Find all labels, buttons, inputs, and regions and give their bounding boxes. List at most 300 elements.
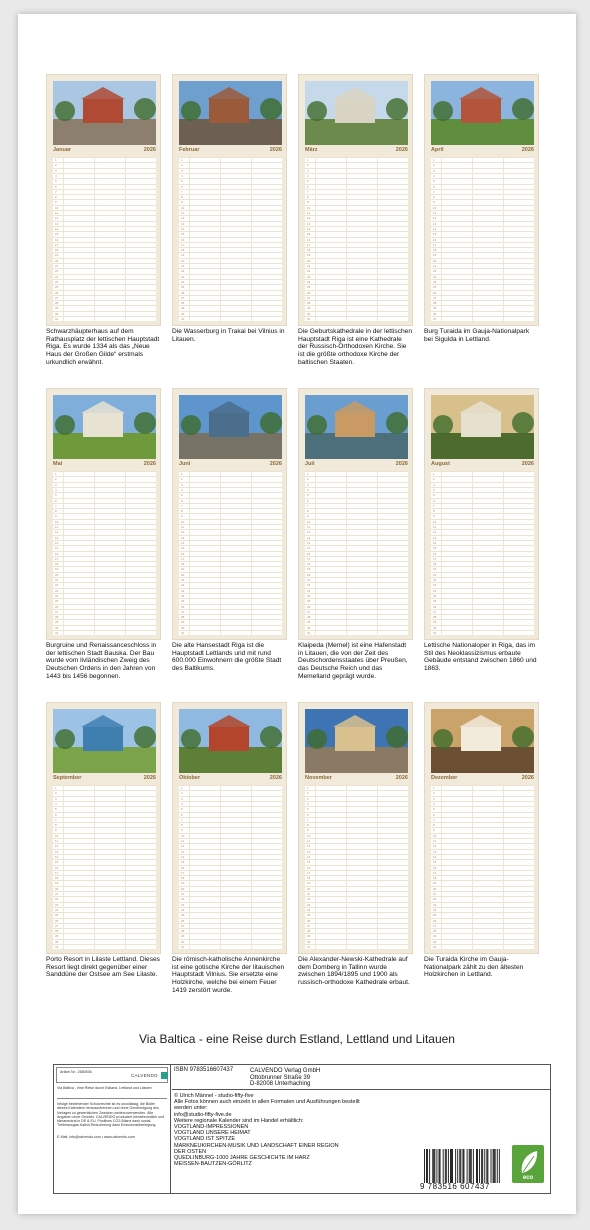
- divider: [172, 1089, 550, 1090]
- day-line: [431, 268, 534, 269]
- day-number: 12: [433, 844, 437, 849]
- landscape-image: [431, 81, 534, 145]
- barcode-bar: [450, 1149, 451, 1183]
- contact-line: E-Mail: info@calvendo.com • www.calvendo.com: [57, 1135, 135, 1139]
- copyright-line: VOGTLAND-IMPRESSIONEN: [174, 1124, 249, 1131]
- month-caption: Burgruine und Renaissanceschloss in der lettischen Stadt Bauska. Der Bau wurde vom livländischen Zweig des Deutschen Ordens in den Jahren von 1443 bis 1456 begonnen.: [46, 642, 157, 680]
- day-line: [53, 812, 156, 813]
- day-number: 17: [307, 870, 311, 875]
- day-line: [179, 833, 282, 834]
- day-number: 24: [55, 593, 59, 598]
- day-number: 26: [307, 290, 311, 295]
- planner-column-divider: [472, 471, 473, 635]
- day-line: [179, 566, 282, 567]
- day-number: 30: [181, 625, 185, 630]
- day-number: 13: [55, 221, 59, 226]
- month-year: 2026: [143, 147, 156, 153]
- day-number: 9: [181, 514, 183, 519]
- day-number: 10: [181, 833, 185, 838]
- day-line: [431, 178, 534, 179]
- day-line: [179, 865, 282, 866]
- day-line: [53, 237, 156, 238]
- day-number: 1: [433, 158, 435, 162]
- day-line: [305, 880, 408, 881]
- day-number: 18: [181, 876, 185, 881]
- day-number: 17: [307, 556, 311, 561]
- day-number: 25: [433, 913, 437, 918]
- day-line: [431, 886, 534, 887]
- copyright-line: DER OSTEN: [174, 1148, 207, 1155]
- month-photo: [179, 395, 282, 459]
- day-number: 12: [55, 844, 59, 849]
- day-number: 24: [433, 593, 437, 598]
- day-line: [431, 801, 534, 802]
- day-number: 6: [55, 498, 57, 503]
- day-number: 15: [433, 232, 437, 237]
- month-photo: [179, 709, 282, 773]
- day-line: [305, 221, 408, 222]
- day-line: [179, 221, 282, 222]
- day-number: 28: [433, 615, 437, 620]
- month-header: [431, 147, 534, 155]
- day-line: [431, 918, 534, 919]
- day-number: 11: [181, 525, 185, 529]
- copyright-line: VOGTLAND UNSERE HEIMAT: [174, 1130, 251, 1137]
- day-line: [305, 205, 408, 206]
- day-number: 7: [433, 189, 435, 194]
- day-line: [305, 258, 408, 259]
- day-line: [179, 551, 282, 552]
- day-line: [179, 854, 282, 855]
- day-line: [431, 891, 534, 892]
- day-number: 3: [307, 168, 309, 173]
- day-number: 9: [433, 200, 435, 205]
- day-number: 8: [55, 509, 57, 514]
- planner-lines: [305, 785, 408, 949]
- day-line: [305, 247, 408, 248]
- day-line: [53, 875, 156, 876]
- day-number: 31: [55, 945, 59, 949]
- day-number: 1: [433, 786, 435, 790]
- landscape-image: [179, 81, 282, 145]
- day-number: 15: [181, 860, 185, 865]
- day-line: [431, 168, 534, 169]
- day-line: [305, 284, 408, 285]
- day-line: [179, 492, 282, 493]
- day-line: [179, 540, 282, 541]
- calendar-title: Via Baltica - eine Reise durch Estland, Lettland und Litauen: [139, 1032, 455, 1046]
- day-number: 6: [55, 812, 57, 817]
- day-number: 21: [307, 578, 311, 582]
- day-line: [431, 221, 534, 222]
- copyright-line: MEISSEN-BAUTZEN-GÖRLITZ: [174, 1161, 252, 1168]
- day-number: 2: [55, 477, 57, 482]
- day-line: [53, 582, 156, 583]
- day-line: [53, 513, 156, 514]
- day-number: 23: [55, 588, 59, 593]
- month-caption: Die Turaida Kirche im Gauja-Nationalpark zählt zu den ältesten Holzkirchen in Lettland.: [424, 956, 524, 979]
- planner-column-divider: [251, 471, 252, 635]
- day-line: [431, 933, 534, 934]
- day-number: 16: [433, 237, 437, 242]
- day-line: [53, 247, 156, 248]
- day-line: [179, 614, 282, 615]
- month-name: März: [305, 147, 318, 153]
- day-line: [431, 529, 534, 530]
- day-line: [179, 290, 282, 291]
- day-number: 18: [181, 562, 185, 567]
- day-number: 24: [433, 907, 437, 912]
- day-line: [53, 157, 156, 158]
- product-line: Via Baltica - eine Reise durch Estland, Lettland und Litauen: [57, 1086, 152, 1090]
- day-number: 20: [55, 572, 59, 577]
- day-number: 9: [307, 200, 309, 205]
- day-number: 28: [307, 301, 311, 306]
- day-number: 12: [433, 530, 437, 535]
- day-number: 11: [181, 839, 185, 843]
- day-number: 15: [433, 546, 437, 551]
- day-number: 11: [307, 525, 311, 529]
- day-line: [179, 535, 282, 536]
- day-number: 15: [307, 546, 311, 551]
- day-line: [53, 184, 156, 185]
- day-line: [179, 598, 282, 599]
- day-line: [179, 498, 282, 499]
- day-line: [431, 311, 534, 312]
- month-header: [431, 461, 534, 469]
- day-number: 26: [55, 290, 59, 295]
- day-number: 13: [307, 221, 311, 226]
- month-year: 2026: [395, 461, 408, 467]
- day-line: [179, 870, 282, 871]
- day-line: [53, 630, 156, 631]
- day-line: [431, 173, 534, 174]
- day-line: [179, 923, 282, 924]
- day-line: [179, 237, 282, 238]
- day-number: 16: [307, 237, 311, 242]
- day-number: 21: [433, 264, 437, 268]
- day-number: 27: [55, 923, 59, 928]
- day-line: [431, 609, 534, 610]
- day-number: 8: [433, 195, 435, 200]
- day-number: 29: [433, 306, 437, 311]
- day-number: 8: [55, 195, 57, 200]
- barcode-bar: [445, 1149, 446, 1183]
- day-line: [305, 519, 408, 520]
- day-line: [431, 210, 534, 211]
- day-line: [431, 572, 534, 573]
- article-number: Artikel Nr.: 2580536: [60, 1070, 92, 1074]
- day-number: 30: [433, 939, 437, 944]
- day-number: 15: [307, 860, 311, 865]
- month-name: Juli: [305, 461, 315, 467]
- day-line: [179, 215, 282, 216]
- day-line: [431, 556, 534, 557]
- day-line: [179, 944, 282, 945]
- planner-column-divider: [94, 785, 95, 949]
- day-number: 24: [433, 279, 437, 284]
- day-line: [53, 492, 156, 493]
- day-number: 3: [181, 796, 183, 801]
- day-number: 4: [433, 801, 435, 806]
- day-line: [431, 822, 534, 823]
- day-number: 9: [433, 514, 435, 519]
- day-line: [179, 162, 282, 163]
- day-line: [179, 231, 282, 232]
- day-line: [431, 593, 534, 594]
- day-line: [179, 274, 282, 275]
- planner-column-divider: [189, 157, 190, 321]
- day-line: [53, 178, 156, 179]
- day-line: [431, 790, 534, 791]
- day-line: [305, 199, 408, 200]
- month-name: Dezember: [431, 775, 458, 781]
- day-number: 24: [181, 593, 185, 598]
- day-line: [431, 625, 534, 626]
- day-number: 4: [55, 801, 57, 806]
- day-line: [305, 252, 408, 253]
- day-number: 16: [433, 551, 437, 556]
- day-line: [431, 545, 534, 546]
- day-line: [431, 471, 534, 472]
- month-photo: [431, 81, 534, 145]
- day-line: [431, 498, 534, 499]
- barcode-bar: [433, 1149, 434, 1183]
- month-photo: [53, 81, 156, 145]
- day-number: 31: [55, 317, 59, 321]
- day-line: [53, 498, 156, 499]
- day-line: [431, 598, 534, 599]
- day-line: [305, 588, 408, 589]
- day-number: 13: [433, 849, 437, 854]
- day-line: [179, 247, 282, 248]
- day-line: [53, 609, 156, 610]
- day-line: [431, 849, 534, 850]
- publisher-address: [250, 1068, 320, 1088]
- month-photo: [53, 395, 156, 459]
- day-number: 8: [307, 509, 309, 514]
- day-number: 27: [181, 295, 185, 300]
- planner-column-divider: [125, 471, 126, 635]
- day-number: 30: [181, 311, 185, 316]
- day-line: [431, 242, 534, 243]
- day-line: [431, 843, 534, 844]
- day-number: 19: [181, 253, 185, 258]
- day-number: 28: [181, 929, 185, 934]
- day-number: 1: [55, 786, 57, 790]
- day-number: 9: [181, 828, 183, 833]
- month-photo: [179, 81, 282, 145]
- day-line: [179, 896, 282, 897]
- month-photo: [431, 709, 534, 773]
- day-line: [305, 806, 408, 807]
- day-number: 1: [55, 472, 57, 476]
- month-caption: Schwarzhäupterhaus auf dem Rathausplatz der lettischen Hauptstadt Riga. Es wurde 1334 als das „Neue Haus der Großen Gilde“ erstmals urkundlich erwähnt.: [46, 328, 160, 366]
- day-number: 5: [307, 179, 309, 184]
- day-line: [431, 482, 534, 483]
- day-number: 14: [181, 226, 185, 231]
- day-line: [305, 508, 408, 509]
- day-number: 12: [181, 530, 185, 535]
- month-photo: [305, 709, 408, 773]
- day-line: [179, 838, 282, 839]
- day-line: [179, 226, 282, 227]
- day-number: 17: [55, 242, 59, 247]
- month-year: 2026: [395, 775, 408, 781]
- barcode-bar: [464, 1149, 465, 1183]
- day-number: 3: [307, 796, 309, 801]
- day-number: 18: [55, 876, 59, 881]
- day-number: 23: [55, 274, 59, 279]
- day-number: 4: [181, 173, 183, 178]
- day-line: [53, 540, 156, 541]
- day-line: [305, 545, 408, 546]
- day-number: 4: [181, 801, 183, 806]
- month-card: [172, 74, 287, 326]
- day-line: [53, 168, 156, 169]
- day-number: 5: [55, 493, 57, 498]
- day-number: 3: [433, 796, 435, 801]
- day-line: [53, 907, 156, 908]
- planner-column-divider: [377, 785, 378, 949]
- day-number: 10: [55, 205, 59, 210]
- day-line: [431, 476, 534, 477]
- month-name: Mai: [53, 461, 63, 467]
- day-number: 31: [181, 317, 185, 321]
- day-number: 14: [307, 540, 311, 545]
- month-header: [53, 147, 156, 155]
- day-number: 15: [433, 860, 437, 865]
- month-card: [424, 388, 539, 640]
- day-number: 21: [55, 264, 59, 268]
- day-line: [305, 801, 408, 802]
- barcode-bar: [427, 1149, 428, 1183]
- month-card: [46, 388, 161, 640]
- day-line: [305, 529, 408, 530]
- day-number: 3: [181, 168, 183, 173]
- day-line: [53, 854, 156, 855]
- day-number: 19: [55, 253, 59, 258]
- day-line: [431, 492, 534, 493]
- day-line: [305, 194, 408, 195]
- day-line: [179, 843, 282, 844]
- day-line: [305, 870, 408, 871]
- day-number: 7: [55, 817, 57, 822]
- day-line: [179, 316, 282, 317]
- day-number: 3: [55, 796, 57, 801]
- planner-column-divider: [220, 157, 221, 321]
- day-number: 20: [181, 572, 185, 577]
- day-line: [53, 598, 156, 599]
- day-line: [53, 221, 156, 222]
- month-header: [305, 461, 408, 469]
- day-number: 20: [307, 886, 311, 891]
- day-number: 19: [55, 881, 59, 886]
- day-number: 7: [307, 817, 309, 822]
- day-number: 25: [181, 599, 185, 604]
- day-number: 5: [55, 179, 57, 184]
- day-number: 15: [55, 860, 59, 865]
- day-number: 2: [433, 163, 435, 168]
- month-year: 2026: [521, 147, 534, 153]
- month-caption: Porto Resort in Lilaste Lettland. Dieses Resort liegt direkt gegenüber einer Sanddüne der Ostsee am See Lilaste.: [46, 956, 160, 979]
- day-line: [179, 886, 282, 887]
- day-line: [179, 785, 282, 786]
- day-line: [179, 859, 282, 860]
- day-number: 16: [181, 551, 185, 556]
- day-number: 19: [307, 253, 311, 258]
- day-number: 14: [181, 854, 185, 859]
- day-line: [53, 933, 156, 934]
- day-line: [53, 252, 156, 253]
- day-number: 1: [307, 786, 309, 790]
- day-number: 8: [433, 823, 435, 828]
- day-number: 28: [307, 615, 311, 620]
- barcode-bar: [479, 1149, 480, 1183]
- day-line: [179, 194, 282, 195]
- day-line: [431, 508, 534, 509]
- month-year: 2026: [269, 147, 282, 153]
- day-number: 31: [181, 945, 185, 949]
- planner-column-divider: [503, 157, 504, 321]
- day-line: [305, 471, 408, 472]
- day-number: 27: [433, 923, 437, 928]
- day-line: [431, 162, 534, 163]
- day-line: [305, 827, 408, 828]
- eco-badge: [512, 1145, 544, 1183]
- day-number: 17: [433, 242, 437, 247]
- day-number: 28: [181, 301, 185, 306]
- day-line: [53, 588, 156, 589]
- day-number: 4: [307, 801, 309, 806]
- day-number: 1: [307, 158, 309, 162]
- day-line: [179, 556, 282, 557]
- planner-column-divider: [441, 157, 442, 321]
- day-line: [305, 790, 408, 791]
- barcode-bar: [426, 1149, 427, 1183]
- day-line: [305, 609, 408, 610]
- day-number: 14: [433, 854, 437, 859]
- day-number: 30: [307, 939, 311, 944]
- day-line: [305, 817, 408, 818]
- month-name: November: [305, 775, 332, 781]
- day-number: 15: [55, 546, 59, 551]
- barcode-bar: [451, 1149, 452, 1183]
- day-number: 29: [307, 306, 311, 311]
- day-line: [53, 896, 156, 897]
- day-line: [431, 305, 534, 306]
- day-line: [53, 556, 156, 557]
- day-number: 26: [181, 918, 185, 923]
- barcode-bar: [446, 1149, 447, 1183]
- day-line: [53, 838, 156, 839]
- day-number: 1: [55, 158, 57, 162]
- day-number: 14: [307, 854, 311, 859]
- day-line: [53, 189, 156, 190]
- day-line: [53, 817, 156, 818]
- day-number: 13: [307, 535, 311, 540]
- planner-column-divider: [346, 157, 347, 321]
- day-line: [431, 907, 534, 908]
- barcode-bar: [434, 1149, 435, 1183]
- calendar-sheet: [18, 14, 576, 1214]
- isbn: ISBN 9783516607437: [174, 1067, 234, 1073]
- day-line: [305, 242, 408, 243]
- day-line: [53, 566, 156, 567]
- day-number: 17: [433, 870, 437, 875]
- day-line: [305, 614, 408, 615]
- day-line: [431, 252, 534, 253]
